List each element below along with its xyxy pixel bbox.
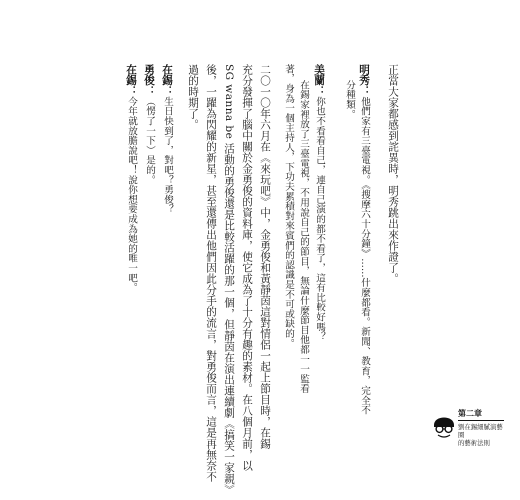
text-column — [142, 64, 156, 444]
text-column — [160, 64, 174, 444]
column-text: 生日快到了，對吧？勇俊？ — [162, 96, 173, 215]
column-text: 你也不看看自己，連自己演的都不看了，這有比較好嗎？ — [314, 96, 325, 342]
text-column — [124, 64, 138, 444]
text-column — [240, 64, 254, 471]
text-column — [222, 64, 236, 496]
column-text: 著，身為一個主持人，下功夫累積對來賓們的認識是不可或缺的。 — [283, 64, 294, 349]
glasses-face-icon — [432, 411, 456, 439]
column-text: 正當大家都感到詫異時，明秀跳出來作證了。 — [387, 64, 399, 284]
text-column — [342, 80, 356, 460]
column-text: （愣了一下）是的。 — [144, 96, 155, 185]
text-column — [186, 64, 200, 444]
text-column — [386, 64, 400, 444]
speaker-label: 在錫： — [161, 64, 173, 97]
text-column — [258, 64, 272, 449]
text-column — [281, 64, 295, 444]
chapter-tab — [458, 408, 504, 447]
text-column — [312, 64, 326, 444]
speaker-label: 明秀： — [358, 64, 370, 97]
column-text: 今年就放膽說吧！說你想要成為她的唯一吧。 — [126, 96, 137, 293]
column-text: 分種類。 — [344, 80, 355, 120]
column-text: 二〇一〇年六月在《來玩吧》中，金勇俊和黃靜茵這對情侶一起上節目時，在錫 — [259, 64, 271, 449]
column-text: 充分發揮了腦中關於金勇俊的資料庫，使它成為了十分有趣的素材。在八個月前，以 — [241, 64, 253, 471]
chapter-subtitle-line2: 的藝術法則 — [458, 439, 490, 447]
speaker-label: 勇俊： — [143, 64, 155, 97]
speaker-label: 美蘭： — [313, 64, 325, 97]
column-text: 他們家有三臺電視。《搜摩六十分鐘》……什麼都看。新聞、教育，完全不 — [359, 96, 370, 415]
chapter-subtitle-line1: 劉在錫細膩演藝圈 — [458, 423, 503, 439]
column-text: SG wanna be 活動的勇俊還是比較活躍的那一個，但靜茵在演出連續劇《搞笑一家親》 — [223, 64, 235, 496]
column-text: 後，一躍為閃耀的新星，甚至還傳出他們因此分手的流言，對勇俊而言，這是再無奈不 — [205, 64, 217, 482]
column-text: 過的時期了。 — [187, 64, 199, 130]
text-column — [357, 64, 371, 444]
chapter-label: 第二章 — [458, 408, 504, 421]
speaker-label: 在錫： — [125, 64, 137, 97]
text-column — [296, 80, 310, 460]
column-text: 在錫家裡放了三臺電視，不用說自己的節目，無論什麼節目他都一一監看 — [298, 80, 309, 394]
text-column — [204, 64, 218, 482]
